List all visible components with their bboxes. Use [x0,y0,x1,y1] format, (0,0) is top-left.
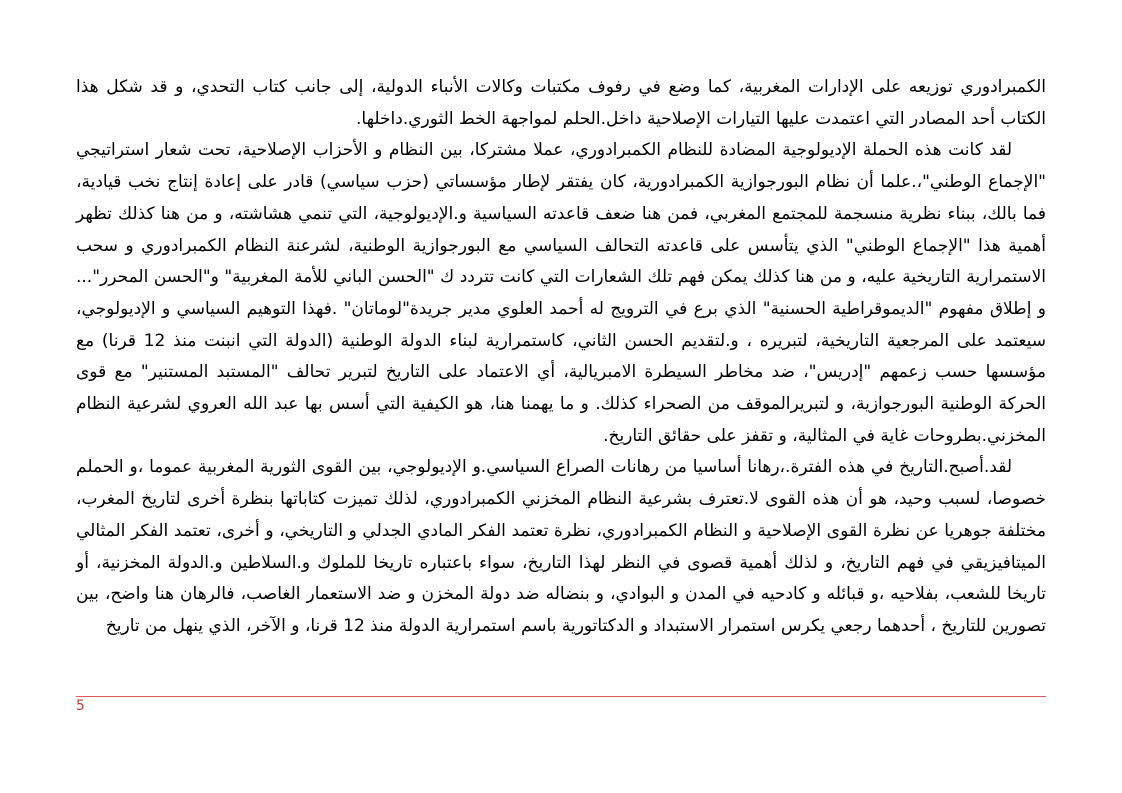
page-number: 5 [76,698,85,714]
footer-divider [76,696,1046,697]
paragraph-2: لقد كانت هذه الحملة الإديولوجية المضادة للنظام الكمبرادوري، عملا مشتركا، بين النظام و الأحزاب الإصلاحية، تحت شعار استراتيجي "الإجماع الوطني"،.علما أن نظام البورجوازية الكمبرادورية، كان يفتقر لإطار مؤسساتي (حزب سياسي) قادر على إعادة إنتاج نخب قيادية، فما بالك، ببناء نظرية منسجمة للمجتمع المغربي، فمن هنا ضعف قاعدته السياسية و.الإديولوجية، التي تنمي هشاشته، و من هنا كذلك تظهر أهمية هذا "الإجماع الوطني" الذي يتأسس على قاعدته التحالف السياسي مع البورجوازية الوطنية، لشرعنة النظام الكمبرادوري و سحب الاستمرارية التاريخية عليه، و من هنا كذلك يمكن فهم تلك الشعارات التي كانت تتردد ك "الحسن الباني للأمة المغربية" و"الحسن المحرر"... و إطلاق مفهوم "الديموقراطية الحسنية" الذي برع في الترويج له أحمد العلوي مدير جريدة"لوماتان" .فهذا التوهيم السياسي و الإديولوجي، سيعتمد على المرجعية التاريخية، لتبريره ، و.لتقديم الحسن الثاني، كاستمرارية لبناء الدولة الوطنية (الدولة التي انبنت منذ 12 قرنا) مع مؤسسها حسب زعمهم "إدريس"، ضد مخاطر السيطرة الامبريالية، أي الاعتماد على التاريخ لتبرير تحالف "المستبد المستنير" مع قوى الحركة الوطنية البورجوازية، و لتبريرالموقف من الصحراء كذلك. و ما يهمنا هنا، هو الكيفية التي أسس بها عبد الله العروي لشرعية النظام المخزني.بطروحات غاية في المثالية، و تقفز على حقائق التاريخ. [76,140,1046,446]
paragraph-3: لقد.أصبح.التاريخ في هذه الفترة.،رهانا أساسيا من رهانات الصراع السياسي.و الإديولوجي، بين القوى الثورية المغربية عموما ،و الحملم خصوصا، لسبب وحيد، هو أن هذه القوى لا.تعترف بشرعية النظام المخزني الكمبرادوري، لذلك تميزت كتاباتها بنظرة أخرى لتاريخ المغرب، مختلفة جوهريا عن نظرة القوى الإصلاحية و النظام الكمبرادوري، نظرة تعتمد الفكر المادي الجدلي و التاريخي، و أخرى، تعتمد الفكر المثالي الميتافيزيقي في فهم التاريخ، و لذلك أهمية قصوى في النظر لهذا التاريخ، سواء باعتباره تاريخا للملوك و.السلاطين و.الدولة المخزنية، أو تاريخا للشعب، بفلاحيه ،و قبائله و كادحيه في المدن و البوادي، و بنضاله ضد دولة المخزن و ضد الاستعمار الغاصب، فالرهان هنا واضح، بين تصورين للتاريخ ، أحدهما رجعي يكرس استمرار الاستبداد و الدكتاتورية باسم استمرارية الدولة منذ 12 قرنا، و الآخر، الذي ينهل من تاريخ [76,457,1046,636]
paragraph-1: الكمبرادوري توزيعه على الإدارات المغربية، كما وضع في رفوف مكتبات وكالات الأنباء الدولية، إلى جانب كتاب التحدي، و قد شكل هذا الكتاب أحد المصادر التي اعتمدت عليها التيارات الإصلاحية داخل.الحلم لمواجهة الخط الثوري.داخلها. [76,77,1046,129]
document-body [76,72,1046,643]
